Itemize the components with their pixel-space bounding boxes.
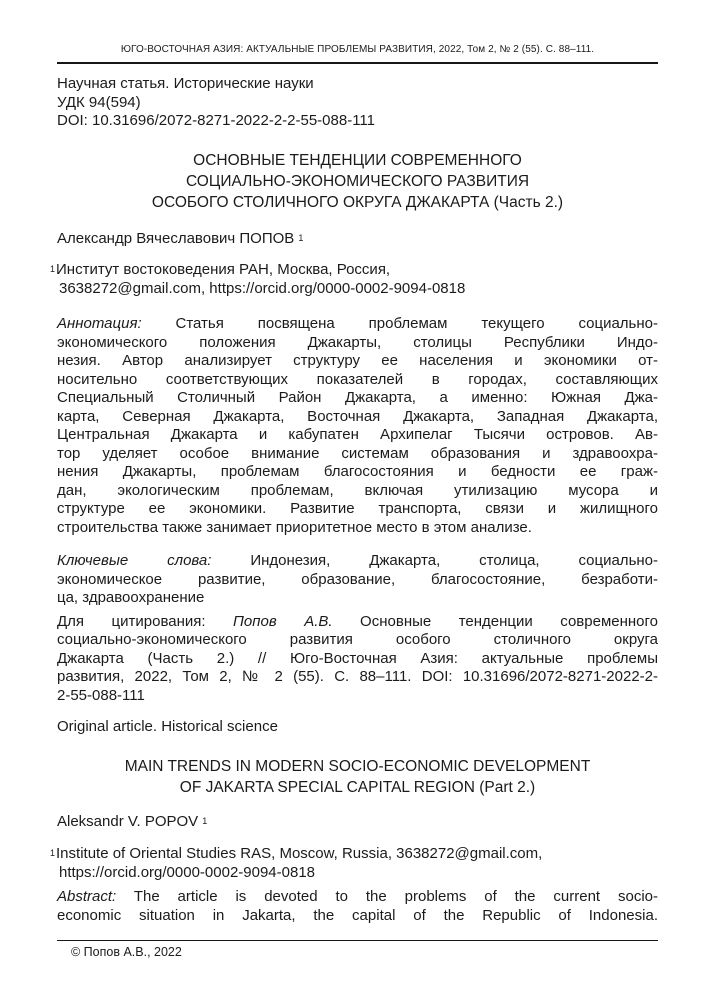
title-en-line: OF JAKARTA SPECIAL CAPITAL REGION (Part 2.)	[179, 778, 536, 796]
article-type-en: Original article. Historical science	[57, 718, 278, 735]
udc-line: УДК 94(594)	[57, 93, 141, 111]
abstract-ru-line	[57, 315, 658, 334]
abstract-ru-line: нения Джакарты, проблемам благосостояния и бедности ее граж-	[57, 463, 658, 480]
citation-ru-line: Джакарта (Часть 2.) // Юго-Восточная Азия: актуальные проблемы	[57, 649, 658, 667]
journal-header-text: ЮГО-ВОСТОЧНАЯ АЗИЯ: АКТУАЛЬНЫЕ ПРОБЛЕМЫ РАЗВИТИЯ, 2022, Том 2, № 2 (55). С. 88–111.	[120, 44, 595, 55]
abstract-ru-line: экономического положения Джакарты, столицы Республики Индо-	[57, 333, 658, 351]
abstract-ru	[57, 315, 658, 537]
keywords-ru-line: ца, здравоохранение	[57, 589, 205, 606]
affiliation-en-line	[50, 845, 658, 864]
abstract-ru-text: Статья посвящена проблемам текущего социально-	[141, 315, 658, 332]
citation-text: Основные тенденции современного	[332, 612, 658, 630]
title-en-line: MAIN TRENDS IN MODERN SOCIO-ECONOMIC DEVELOPMENT	[124, 757, 591, 775]
affiliation-en-text: Institute of Oriental Studies RAS, Moscow, Russia, 3638272@gmail.com,	[56, 845, 543, 862]
citation-ru	[57, 613, 658, 706]
author-name-ru	[57, 230, 658, 249]
affiliation-en	[50, 845, 658, 882]
journal-header	[57, 0, 658, 64]
article-title-en	[57, 756, 658, 798]
affiliation-ru-text: Институт востоковедения РАН, Москва, Россия,	[56, 261, 391, 278]
affiliation-ru-superscript: 1	[50, 264, 56, 274]
article-type-ru: Научная статья. Исторические науки	[57, 75, 314, 92]
author-name-en	[57, 813, 658, 832]
keywords-ru-text: Индонезия, Джакарта, столица, социально-	[211, 552, 658, 569]
page-footer	[57, 940, 658, 960]
abstract-en-line: economic situation in Jakarta, the capital of the Republic of Indonesia.	[57, 906, 658, 924]
abstract-en-label: Abstract:	[57, 888, 117, 905]
article-title-ru	[57, 150, 658, 213]
abstract-ru-line: карта, Северная Джакарта, Восточная Джакарта, Западная Джакарта,	[57, 407, 658, 425]
abstract-ru-label: Аннотация:	[57, 315, 142, 332]
citation-author-italic: Попов А.В.	[233, 612, 333, 630]
author-name-ru-text: Александр Вячеславович ПОПОВ	[57, 229, 295, 247]
citation-ru-line: развития, 2022, Том 2, № 2 (55). С. 88–111. DOI: 10.31696/2072-8271-2022-2-	[57, 668, 658, 685]
keywords-ru-line	[57, 552, 658, 571]
abstract-en	[57, 888, 658, 925]
author-name-en-text: Aleksandr V. POPOV	[57, 812, 199, 830]
abstract-en-line	[57, 888, 658, 907]
affiliation-ru-line: 3638272@gmail.com, https://orcid.org/0000-0002-9094-0818	[59, 279, 466, 297]
doi-line: DOI: 10.31696/2072-8271-2022-2-2-55-088-111	[57, 112, 376, 129]
copyright-text: © Попов А.В., 2022	[71, 945, 182, 959]
keywords-ru	[57, 552, 658, 608]
title-ru-line: ОСОБОГО СТОЛИЧНОГО ОКРУГА ДЖАКАРТА (Часть 2.)	[151, 193, 564, 211]
abstract-ru-line: Центральная Джакарта и кабупатен Архипелаг Тысячи островов. Ав-	[57, 426, 658, 443]
abstract-ru-line: незия. Автор анализирует структуру ее населения и экономики от-	[57, 352, 658, 369]
citation-ru-line: социально-экономического развития особого столичного округа	[57, 631, 658, 648]
affiliation-en-line: https://orcid.org/0000-0002-9094-0818	[59, 863, 316, 881]
author-ru-superscript: 1	[298, 232, 304, 243]
citation-ru-line: 2-55-088-111	[57, 686, 145, 704]
abstract-ru-line: строительства также занимает приоритетное место в этом анализе.	[57, 518, 532, 536]
abstract-ru-line: носительно соответствующих показателей в городах, составляющих	[57, 370, 658, 388]
abstract-en-text: The article is devoted to the problems of the current socio-	[116, 888, 658, 905]
author-en-superscript: 1	[202, 815, 208, 826]
title-ru-line: СОЦИАЛЬНО-ЭКОНОМИЧЕСКОГО РАЗВИТИЯ	[185, 172, 530, 190]
citation-ru-line	[57, 613, 658, 632]
keywords-ru-label: Ключевые слова:	[57, 552, 212, 569]
keywords-ru-line: экономическое развитие, образование, благосостояние, безработи-	[57, 570, 658, 588]
title-ru-line: ОСНОВНЫЕ ТЕНДЕНЦИИ СОВРЕМЕННОГО	[193, 151, 522, 169]
affiliation-en-superscript: 1	[50, 848, 56, 858]
affiliation-ru	[50, 261, 658, 298]
abstract-ru-line: дан, экологическим проблемам, включая утилизацию мусора и	[57, 481, 658, 499]
abstract-ru-line: Специальный Столичный Район Джакарта, а именно: Южная Джа-	[57, 389, 658, 406]
article-meta-ru	[57, 75, 658, 131]
affiliation-ru-line	[50, 261, 658, 280]
citation-label: Для цитирования:	[57, 612, 234, 630]
abstract-ru-line: структуре ее экономики. Развитие транспорта, связи и жилищного	[57, 500, 658, 517]
abstract-ru-line: тор уделяет особое внимание системам образования и здравоохра-	[57, 444, 658, 462]
